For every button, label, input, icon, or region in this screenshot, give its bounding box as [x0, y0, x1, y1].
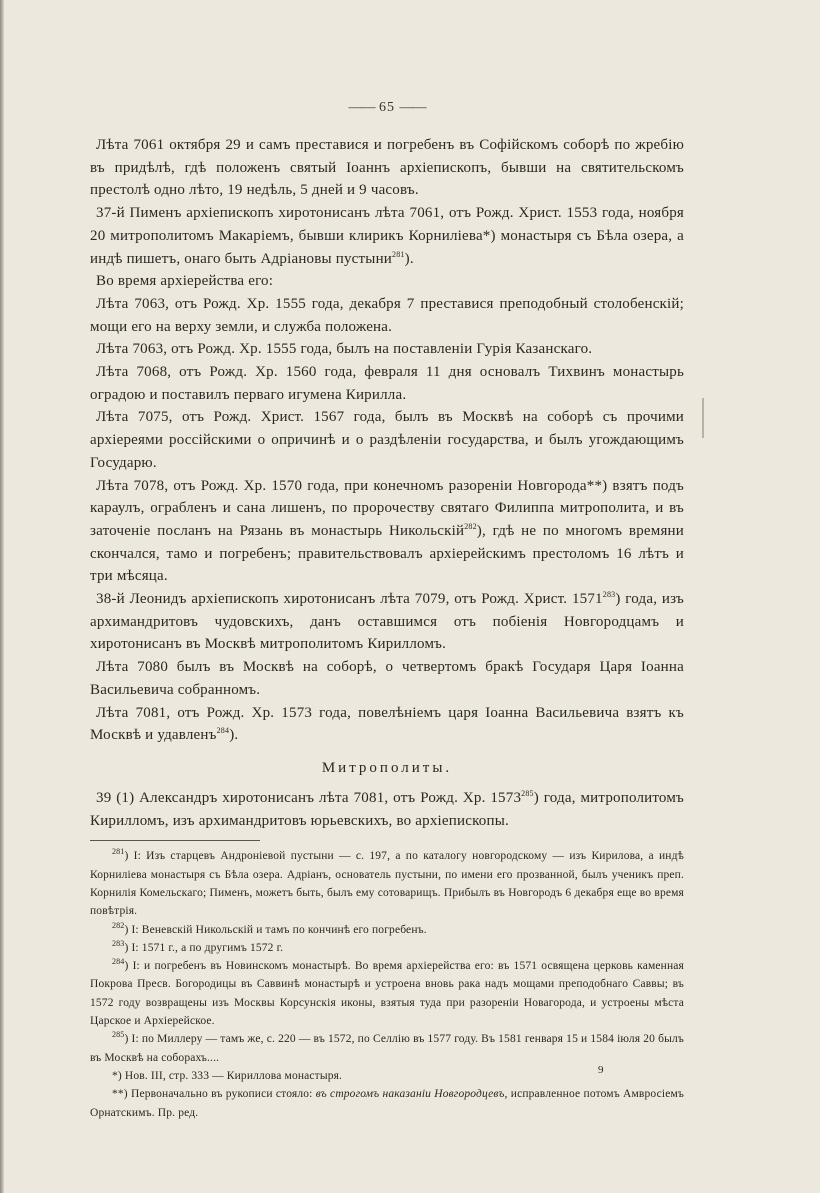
footnote: $^{284}$) I: и погребенъ въ Новинскомъ монастырѣ. Во время архіерейства его: въ 1571 освящена церковь каменная Покрова Пресв. Богородицы въ Саввинѣ монастырѣ и устроена вновь рака надъ мощами преподобнаго Саввы; въ 1572 году возвращены изъ Москвы Корсунскія иконы, взятыя туда при разореніи Новагорода, и устроены мѣста Царское и Архіерейское. — [90, 957, 684, 1028]
page-content — [90, 100, 684, 1122]
paragraph: Лѣта 7075, отъ Рожд. Христ. 1567 года, былъ въ Москвѣ на соборѣ съ прочими архіереями россійскими о опричинѣ и о раздѣленіи государства, и былъ угождающимъ Государю. — [90, 409, 684, 471]
page-number: 65 — [379, 100, 395, 115]
paragraph: Во время архіерейства его: — [96, 273, 274, 290]
footnote: $^{281}$) I: Изъ старцевъ Андроніевой пустыни — с. 197, а по каталогу новгородскому — изъ Кирилова, а индѣ Корниліева монастыря съ Бѣла озера. Адріанъ, основатель пустыни, по имени его прозванной, былъ ученикъ преп. Корнилія Комельскаго; Пименъ, можетъ быть, былъ ему сотоварищъ. Прибылъ въ Новгородъ 6 декабря еще во время повѣтрія. — [90, 847, 684, 918]
paragraph: Лѣта 7061 октября 29 и самъ преставися и погребенъ въ Софійскомъ соборѣ по жребію въ придѣлѣ, гдѣ положенъ святый Іоаннъ архіепископъ, бывши на святительскомъ престолѣ одно лѣто, 19 недѣль, 5 дней и 9 часовъ. — [90, 137, 684, 199]
page-number-dash-left: —— — [348, 100, 375, 115]
footnote: *) Нов. III, стр. 333 — Кириллова монастыря. — [112, 1069, 343, 1082]
paragraph: Лѣта 7078, отъ Рожд. Хр. 1570 года, при конечномъ разореніи Новгорода**) взятъ подъ караулъ, ограбленъ и сана лишенъ, по пророчеству святаго Филиппа митрополита, и въ заточеніе посланъ на Рязань въ монастырь Никольскій$^{282}$), гдѣ не по многомъ времяни скончался, тамо и погребенъ; правительствовалъ архіерейскимъ престоломъ 16 лѣтъ и три мѣсяца. — [90, 477, 685, 585]
footnote: $^{285}$) I: по Миллеру — тамъ же, с. 220 — въ 1572, по Селлію въ 1577 году. Въ 1581 генваря 15 и 1584 іюля 20 былъ въ Москвѣ на соборахъ.... — [90, 1030, 684, 1064]
paragraph: Лѣта 7080 былъ въ Москвѣ на соборѣ, о четвертомъ бракѣ Государя Царя Іоанна Васильевича собранномъ. — [90, 659, 684, 698]
footnote: $^{283}$) I: 1571 г., а по другимъ 1572 г. — [112, 939, 284, 954]
section-title: Митрополиты. — [321, 759, 453, 776]
page-number-dash-right: —— — [399, 100, 426, 115]
paragraph: Лѣта 7063, отъ Рожд. Хр. 1555 года, былъ на поставленіи Гурія Казанскаго. — [96, 341, 593, 358]
footnotes — [90, 847, 684, 1121]
paragraph: 37-й Пименъ архіепископъ хиротонисанъ лѣта 7061, отъ Рожд. Христ. 1553 года, ноября 20 митрополитомъ Макаріемъ, бывши клирикъ Корниліева*) монастыря съ Бѣла озера, а индѣ пишетъ, онаго быть Адріановы пустыни$^{281}$). — [90, 205, 684, 267]
paragraph: 38-й Леонидъ архіепископъ хиротонисанъ лѣта 7079, отъ Рожд. Христ. 1571$^{283}$) года, изъ архимандритовъ чудовскихъ, данъ оставшимся отъ побіенія Новгородцамъ и хиротонисанъ въ Москвѣ митрополитомъ Кирилломъ. — [90, 590, 684, 653]
paragraph: Лѣта 7063, отъ Рожд. Хр. 1555 года, декабря 7 преставися преподобный столобенскій; мощи его на верху земли, и служба положена. — [90, 295, 684, 335]
paragraph: Лѣта 7081, отъ Рожд. Хр. 1573 года, повелѣніемъ царя Іоанна Васильевича взятъ къ Москвѣ и удавленъ$^{284}$). — [90, 704, 684, 744]
paragraph-metropolitan: 39 (1) Александръ хиротонисанъ лѣта 7081, отъ Рожд. Хр. 1573$^{285}$) года, митрополитомъ Кирилломъ, изъ архимандритовъ юрьевскихъ, во архіепископы. — [90, 788, 684, 829]
body-text — [90, 134, 684, 747]
paragraph: Лѣта 7068, отъ Рожд. Хр. 1560 года, февраля 11 дня основалъ Тихвинъ монастырь оградою и поставилъ перваго игумена Кирилла. — [90, 364, 684, 403]
signature-mark: 9 — [598, 1064, 604, 1076]
margin-pencil-mark — [702, 398, 704, 438]
footnote: **) Первоначально въ рукописи стояло: въ строгомъ наказаніи Новгородцевъ, исправленное потомъ Амвросіемъ Орнатскимъ. Пр. ред. — [90, 1088, 684, 1119]
page-header — [90, 100, 684, 116]
footnote: $^{282}$) I: Веневскій Никольскій и тамъ по кончинѣ его погребенъ. — [112, 920, 427, 936]
page-edge — [0, 0, 4, 1193]
footnote-rule — [90, 840, 260, 841]
